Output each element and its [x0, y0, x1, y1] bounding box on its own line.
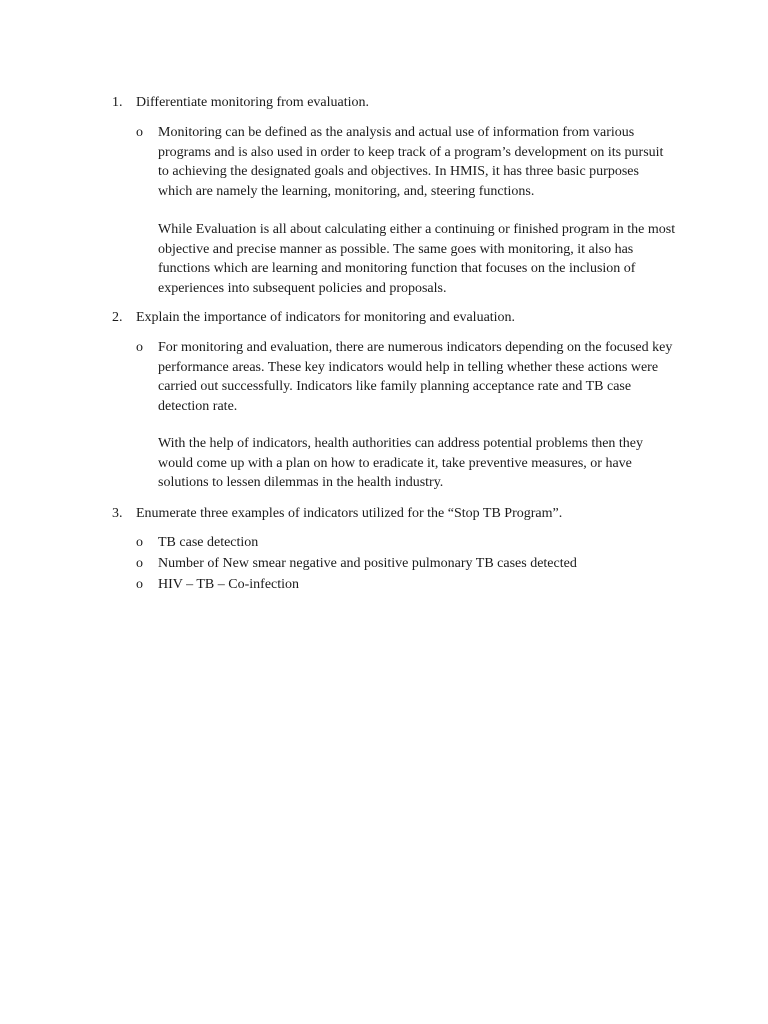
bullet-marker: o: [136, 556, 143, 571]
question-1: [112, 93, 672, 112]
list-item-text: Number of New smear negative and positive pulmonary TB cases detected: [158, 556, 577, 571]
question-text: Differentiate monitoring from evaluation.: [136, 95, 370, 110]
question-text: Explain the importance of indicators for monitoring and evaluation.: [136, 310, 516, 325]
list-item-text: HIV – TB – Co-infection: [158, 577, 300, 592]
question-number: 2.: [112, 310, 123, 325]
answer-1-paragraph-2: While Evaluation is all about calculating either a continuing or finished program in the most objective and precise manner as possible. The same goes with monitoring, it also has functions which are learning and monitoring function that focuses on the inclusion of experiences into subsequent policies and proposals.: [158, 222, 676, 296]
list-item: [136, 533, 676, 553]
question-text: Enumerate three examples of indicators utilized for the “Stop TB Program”.: [136, 506, 563, 521]
answer-1-bullet-1: [136, 123, 676, 201]
question-3: [112, 504, 672, 523]
list-item: [136, 575, 676, 595]
answer-paragraph: For monitoring and evaluation, there are numerous indicators depending on the focused key performance areas. These key indicators would help in telling whether these actions were carried out successfully. Indicators like family planning acceptance rate and TB case detection rate.: [158, 340, 673, 414]
answer-paragraph: Monitoring can be defined as the analysis and actual use of information from various programs and is also used in order to keep track of a program’s development on its pursuit to achieving the designated goals and objectives. In HMIS, it has three basic purposes which are namely the learning, monitoring, and, steering functions.: [158, 125, 664, 199]
bullet-marker: o: [136, 535, 143, 550]
question-number: 1.: [112, 95, 123, 110]
question-2: [112, 308, 672, 327]
question-number: 3.: [112, 506, 123, 521]
answer-2-bullet-1: [136, 338, 676, 416]
bullet-marker: o: [136, 577, 143, 592]
list-item: [136, 554, 676, 574]
bullet-marker: o: [136, 125, 143, 140]
list-item-text: TB case detection: [158, 535, 259, 550]
bullet-marker: o: [136, 340, 143, 355]
answer-2-paragraph-2: With the help of indicators, health authorities can address potential problems then they would come up with a plan on how to eradicate it, take preventive measures, or have solutions to lessen dilemmas in the health industry.: [158, 436, 644, 490]
